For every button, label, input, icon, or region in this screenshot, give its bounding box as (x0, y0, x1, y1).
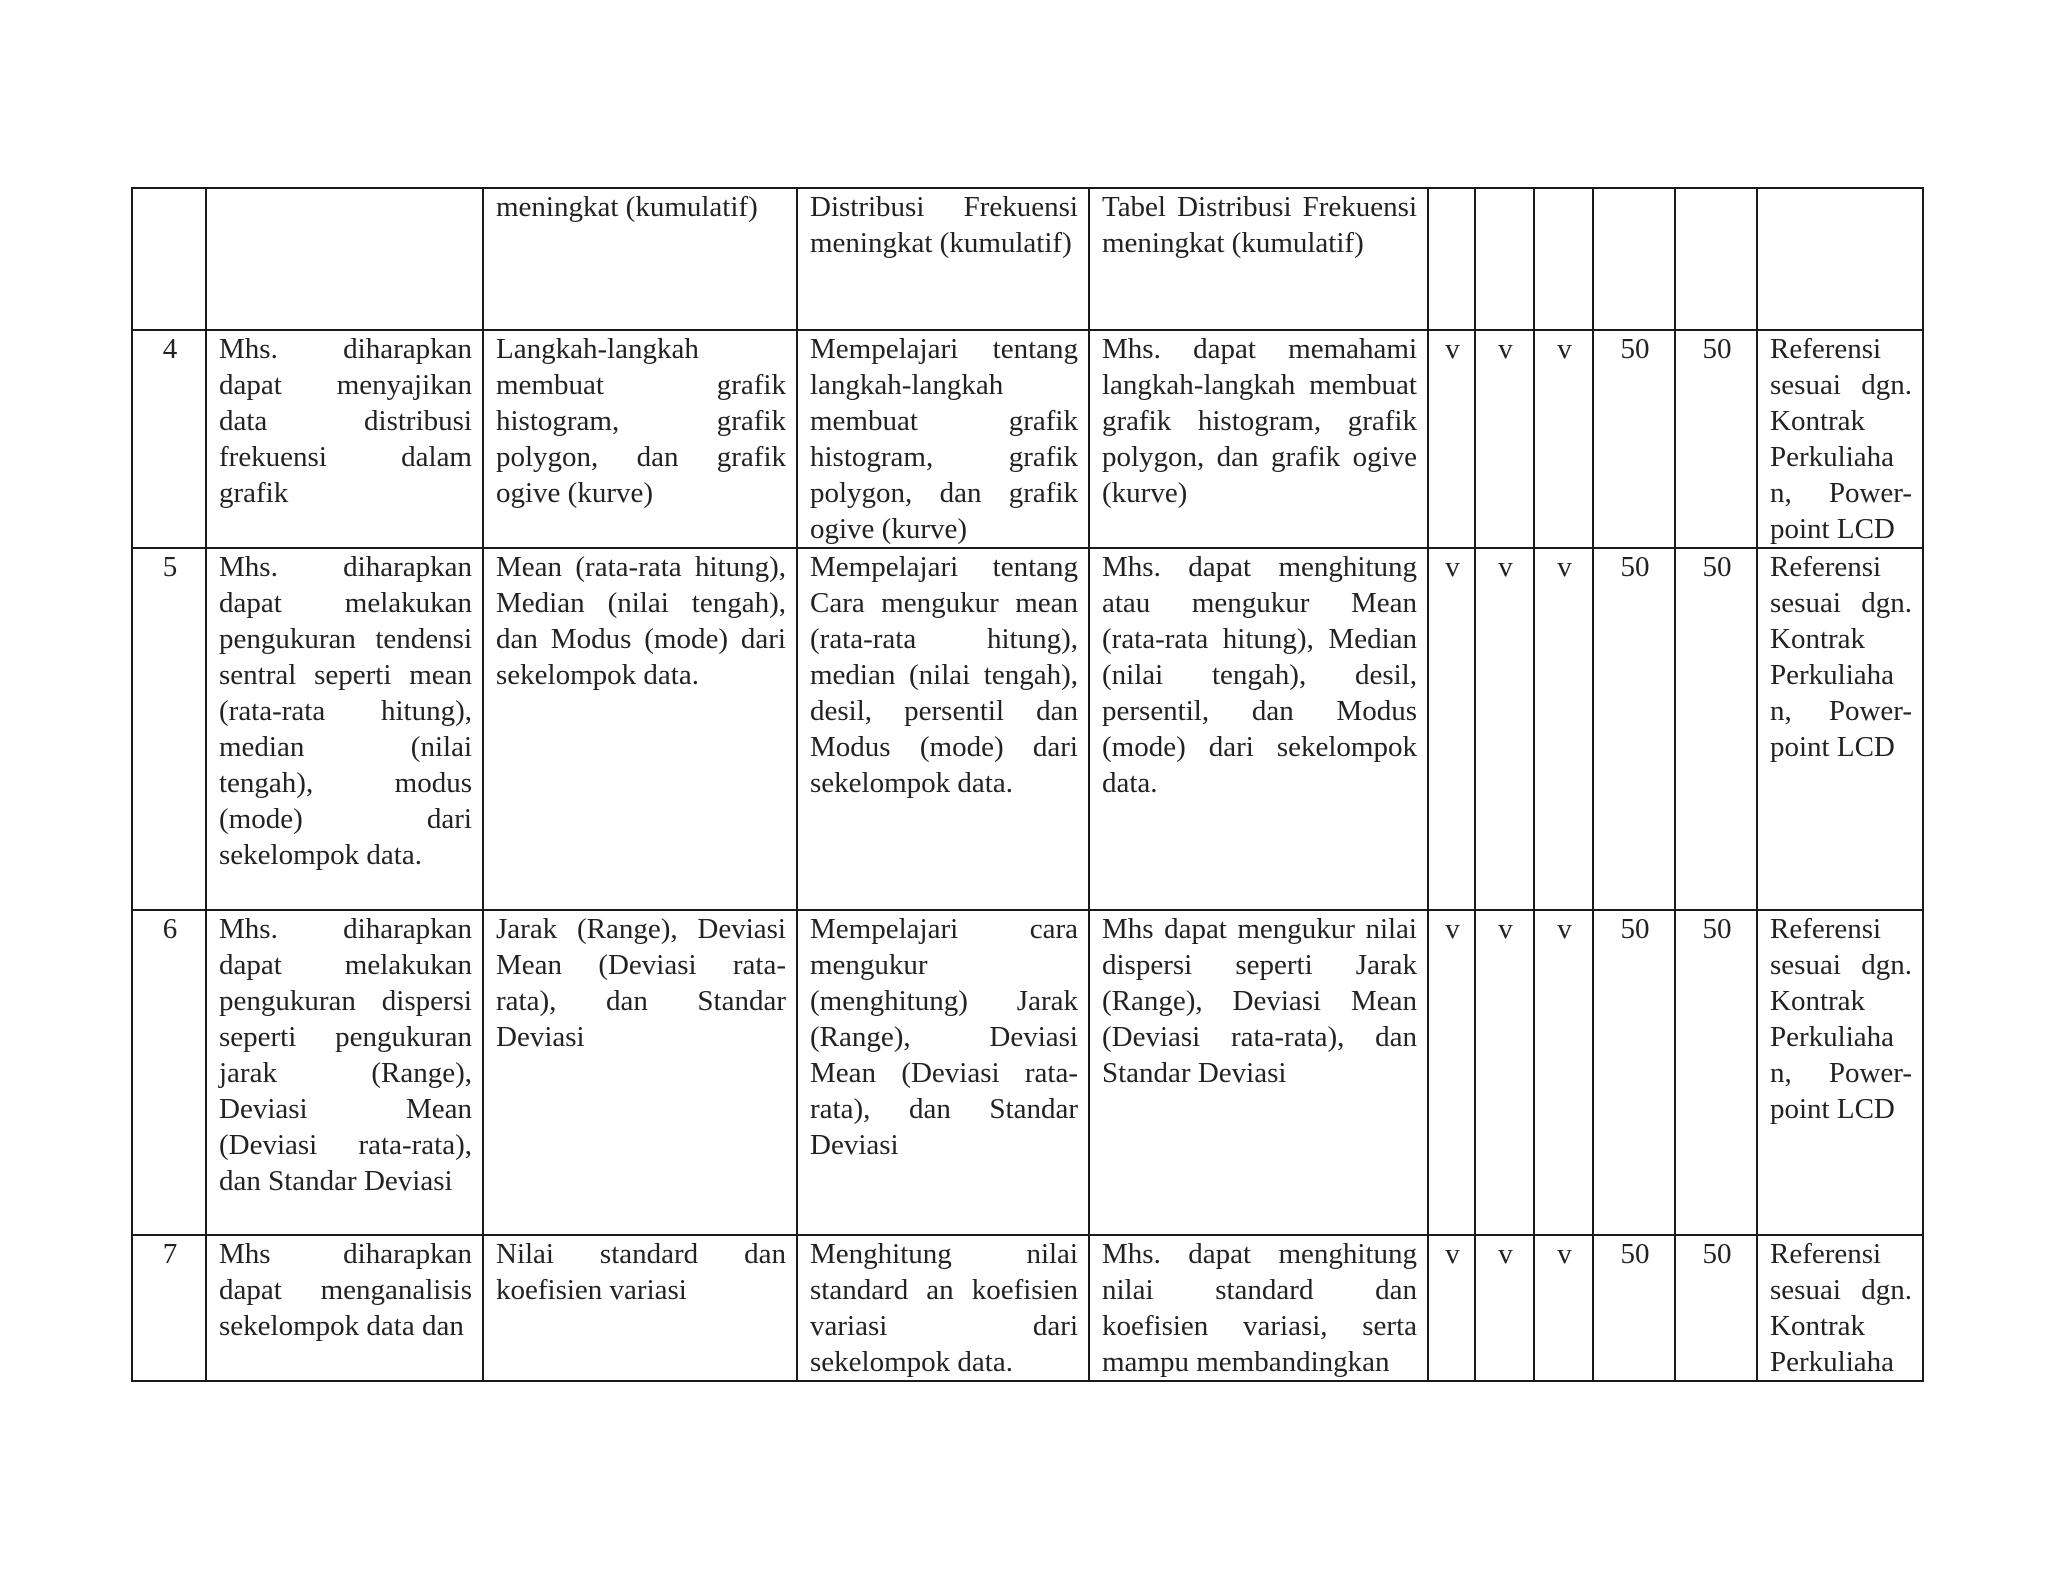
reference-cell: Referensi sesuai dgn. Kontrak Perkuliaha n, Power-point LCD (1757, 910, 1923, 1235)
table-row (132, 910, 1923, 1235)
row-number-cell (132, 188, 206, 330)
topic-cell: Mean (rata-rata hitung), Median (nilai tengah), dan Modus (mode) dari sekelompok data. (483, 548, 797, 910)
topic-cell: Jarak (Range), Deviasi Mean (Deviasi rata-rata), dan Standar Deviasi (483, 910, 797, 1235)
learning-activity-cell: Mempelajari tentang Cara mengukur mean (rata-rata hitung), median (nilai tengah), desil, persentil dan Modus (mode) dari sekelompok data. (797, 548, 1089, 910)
table-row (132, 188, 1923, 330)
row-number-cell: 4 (132, 330, 206, 548)
indicator-cell: Mhs. dapat memahami langkah-langkah membuat grafik histogram, grafik polygon, dan grafik ogive (kurve) (1089, 330, 1428, 548)
course-plan-table (131, 187, 1924, 1382)
learning-activity-cell: Menghitung nilai standard an koefisien variasi dari sekelompok data. (797, 1235, 1089, 1381)
time-cell (1593, 188, 1675, 330)
time-cell: 50 (1675, 910, 1757, 1235)
competency-cell (206, 188, 483, 330)
check-cell: v (1428, 330, 1475, 548)
learning-activity-cell: Distribusi Frekuensi meningkat (kumulatif) (797, 188, 1089, 330)
reference-cell: Referensi sesuai dgn. Kontrak Perkuliaha (1757, 1235, 1923, 1381)
indicator-cell: Mhs dapat mengukur nilai dispersi seperti Jarak (Range), Deviasi Mean (Deviasi rata-rata), dan Standar Deviasi (1089, 910, 1428, 1235)
reference-cell: Referensi sesuai dgn. Kontrak Perkuliaha n, Power-point LCD (1757, 330, 1923, 548)
indicator-cell: Mhs. dapat menghitung nilai standard dan koefisien variasi, serta mampu membandingkan (1089, 1235, 1428, 1381)
indicator-cell: Tabel Distribusi Frekuensi meningkat (kumulatif) (1089, 188, 1428, 330)
time-cell: 50 (1593, 1235, 1675, 1381)
indicator-cell: Mhs. dapat menghitung atau mengukur Mean (rata-rata hitung), Median (nilai tengah), desil, persentil, dan Modus (mode) dari sekelompok data. (1089, 548, 1428, 910)
learning-activity-cell: Mempelajari cara mengukur (menghitung) Jarak (Range), Deviasi Mean (Deviasi rata-rata), dan Standar Deviasi (797, 910, 1089, 1235)
time-cell (1675, 188, 1757, 330)
check-cell: v (1534, 1235, 1593, 1381)
table-row (132, 330, 1923, 548)
time-cell: 50 (1675, 548, 1757, 910)
competency-cell: Mhs. diharapkan dapat melakukan pengukuran tendensi sentral seperti mean (rata-rata hitung), median (nilai tengah), modus (mode) dari sekelompok data. (206, 548, 483, 910)
time-cell: 50 (1675, 330, 1757, 548)
check-cell: v (1475, 1235, 1534, 1381)
check-cell: v (1534, 548, 1593, 910)
learning-activity-cell: Mempelajari tentang langkah-langkah membuat grafik histogram, grafik polygon, dan grafik ogive (kurve) (797, 330, 1089, 548)
topic-cell: Nilai standard dan koefisien variasi (483, 1235, 797, 1381)
reference-cell (1757, 188, 1923, 330)
row-number-cell: 5 (132, 548, 206, 910)
row-number-cell: 7 (132, 1235, 206, 1381)
topic-cell: Langkah-langkah membuat grafik histogram, grafik polygon, dan grafik ogive (kurve) (483, 330, 797, 548)
check-cell: v (1475, 330, 1534, 548)
table-row (132, 1235, 1923, 1381)
check-cell: v (1475, 910, 1534, 1235)
check-cell: v (1534, 910, 1593, 1235)
topic-cell: meningkat (kumulatif) (483, 188, 797, 330)
time-cell: 50 (1675, 1235, 1757, 1381)
reference-cell: Referensi sesuai dgn. Kontrak Perkuliaha n, Power-point LCD (1757, 548, 1923, 910)
check-cell (1534, 188, 1593, 330)
row-number-cell: 6 (132, 910, 206, 1235)
check-cell: v (1475, 548, 1534, 910)
table-row (132, 548, 1923, 910)
check-cell: v (1428, 548, 1475, 910)
time-cell: 50 (1593, 548, 1675, 910)
check-cell (1475, 188, 1534, 330)
competency-cell: Mhs. diharapkan dapat melakukan pengukuran dispersi seperti pengukuran jarak (Range), Deviasi Mean (Deviasi rata-rata), dan Standar Deviasi (206, 910, 483, 1235)
competency-cell: Mhs diharapkan dapat menganalisis sekelompok data dan (206, 1235, 483, 1381)
time-cell: 50 (1593, 330, 1675, 548)
check-cell: v (1428, 910, 1475, 1235)
check-cell (1428, 188, 1475, 330)
check-cell: v (1428, 1235, 1475, 1381)
time-cell: 50 (1593, 910, 1675, 1235)
competency-cell: Mhs. diharapkan dapat menyajikan data distribusi frekuensi dalam grafik (206, 330, 483, 548)
check-cell: v (1534, 330, 1593, 548)
